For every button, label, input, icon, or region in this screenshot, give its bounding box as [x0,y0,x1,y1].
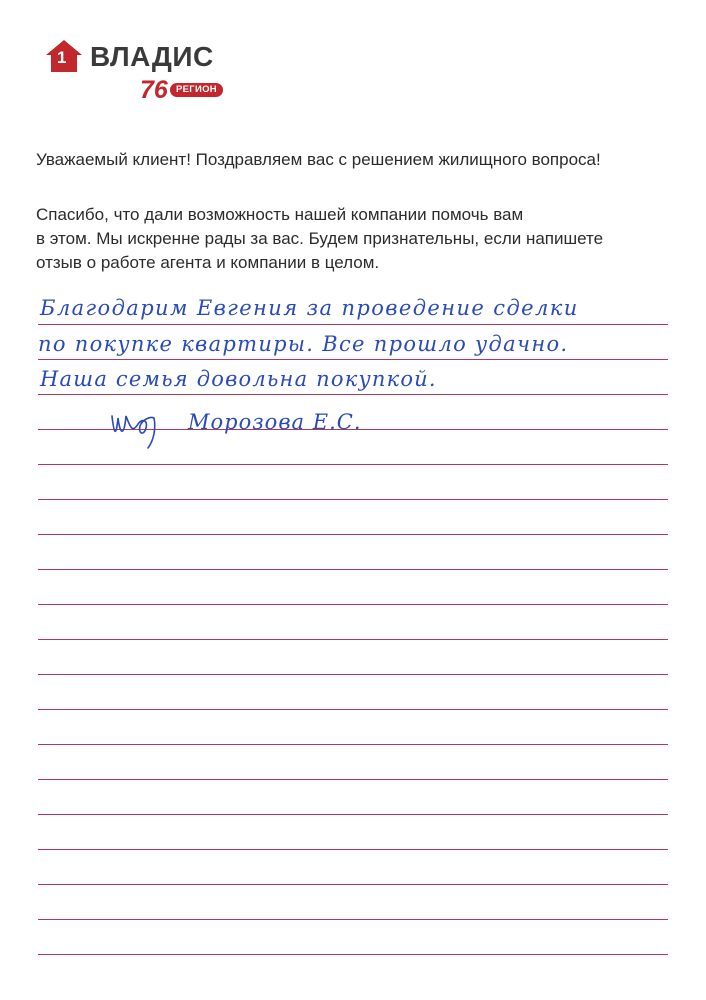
company-logo [44,38,234,108]
ruled-line [38,849,668,850]
request-line: Спасибо, что дали возможность нашей компании помочь вам [36,205,524,224]
region-badge [140,78,230,102]
ruled-line [38,394,668,395]
ruled-line [38,499,668,500]
ruled-line [38,814,668,815]
ruled-line [38,324,668,325]
signature-name: Морозова Е.С. [188,410,362,434]
request-line: в этом. Мы искренне рады за вас. Будем признательны, если напишете [36,229,604,248]
brand-name: ВЛАДИС [90,41,214,72]
ruled-line [38,569,668,570]
ruled-line [38,604,668,605]
signature [108,404,368,454]
ruled-line [38,709,668,710]
ruled-line [38,744,668,745]
ruled-line [38,464,668,465]
handwritten-line: Благодарим Евгения за проведение сделки [40,296,579,320]
ruled-line [38,919,668,920]
handwritten-line: Наша семья довольна покупкой. [40,367,437,391]
ruled-line [38,954,668,955]
region-label: РЕГИОН [170,83,223,97]
request-line: отзыв о работе агента и компании в целом. [36,253,380,272]
ruled-line [38,534,668,535]
greeting-text: Уважаемый клиент! Поздравляем вас с решением жилищного вопроса! [36,150,601,169]
ruled-line [38,779,668,780]
ruled-line [38,639,668,640]
ruled-line [38,674,668,675]
ruled-line [38,359,668,360]
review-request-text [36,203,603,275]
logo-house-digit: 1 [57,48,67,67]
handwritten-line: по покупке квартиры. Все прошло удачно. [38,332,569,356]
region-number: 76 [140,76,168,104]
signature-scribble [108,404,188,454]
ruled-line [38,884,668,885]
